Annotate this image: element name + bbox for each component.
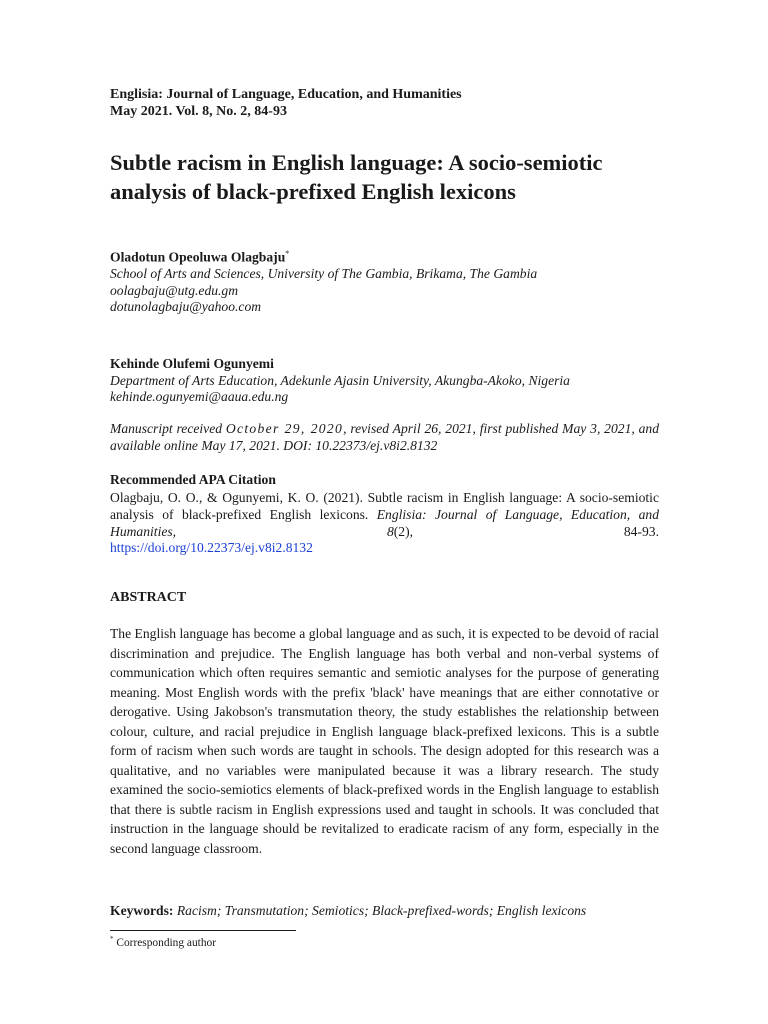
manuscript-history: Manuscript received October 29, 2020, revised April 26, 2021, first published May 3, 2021, and available online May 17, 2021. DOI: 10.22373/ej.v8i2.8132 <box>110 421 659 453</box>
author-1-email-1[interactable]: oolagbaju@utg.edu.gm <box>110 282 239 298</box>
received-date: October 29, 2020 <box>225 421 344 436</box>
author-1-marker: * <box>285 249 290 258</box>
footnote-text: Corresponding author <box>116 936 217 949</box>
author-1-name: Oladotun Opeoluwa Olagbaju* <box>110 249 290 265</box>
footnote-divider <box>110 930 296 931</box>
abstract-body: The English language has become a global language and as such, it is expected to be devoid of racial discrimination and prejudice. The English language has both verbal and non-verbal systems of communication which often requires semantic and semiotic analyses for the purpose of generating meaning. Most English words with the prefix 'black' have meanings that are either connotative or derogative. Using Jakobson's transmutation theory, the study establishes the relationship between colour, culture, and racial prejudice in English language black-prefixed lexicons. This is a subtle form of racism when such words are taught in schools. The design adopted for this research was a qualitative, and no variables were manipulated because it was a library research. The study examined the socio-semiotics elements of black-prefixed words in the English language to establish that there is subtle racism in English expressions used and taught in schools. It was concluded that instruction in the language should be revitalized to eradicate racism of any form, especially in the second language classroom. <box>110 626 659 857</box>
paper-first-page <box>110 0 659 1024</box>
journal-name: Englisia: Journal of Language, Education, and Humanities <box>110 87 462 102</box>
footnote <box>110 935 216 949</box>
journal-header <box>110 86 462 120</box>
citation-volume: 8 <box>386 524 394 539</box>
citation-text: Olagbaju, O. O., & Ogunyemi, K. O. (2021). Subtle racism in English language: A socio-semiotic analysis of black-prefixed English lexicons. Englisia: Journal of Language, Education, and Humanities, 8(2), 84-93. <box>110 490 659 539</box>
keywords-list: Racism; Transmutation; Semiotics; Black-prefixed-words; English lexicons <box>176 903 587 918</box>
author-2-name: Kehinde Olufemi Ogunyemi <box>110 356 274 371</box>
author-2-email[interactable]: kehinde.ogunyemi@aaua.edu.ng <box>110 389 289 404</box>
citation-journal: Englisia: Journal of Language, Education, and Humanities, <box>110 507 659 539</box>
author-2 <box>110 356 659 406</box>
author-1-affiliation: School of Arts and Sciences, University of The Gambia, Brikama, The Gambia <box>110 266 538 282</box>
journal-issue: May 2021. Vol. 8, No. 2, 84-93 <box>110 104 287 119</box>
paper-title: Subtle racism in English language: A socio-semiotic analysis of black-prefixed English lexicons <box>110 150 603 204</box>
footnote-marker: * <box>110 935 114 943</box>
citation-doi-link[interactable]: https://doi.org/10.22373/ej.v8i2.8132 <box>110 540 313 555</box>
citation-heading: Recommended APA Citation <box>110 472 276 487</box>
author-1-email-2[interactable]: dotunolagbaju@yahoo.com <box>110 299 262 315</box>
abstract-heading: ABSTRACT <box>110 590 187 605</box>
author-2-affiliation: Department of Arts Education, Adekunle Ajasin University, Akungba-Akoko, Nigeria <box>110 372 570 388</box>
keywords <box>110 903 586 919</box>
author-1 <box>110 246 659 316</box>
keywords-label: Keywords: <box>110 903 174 918</box>
